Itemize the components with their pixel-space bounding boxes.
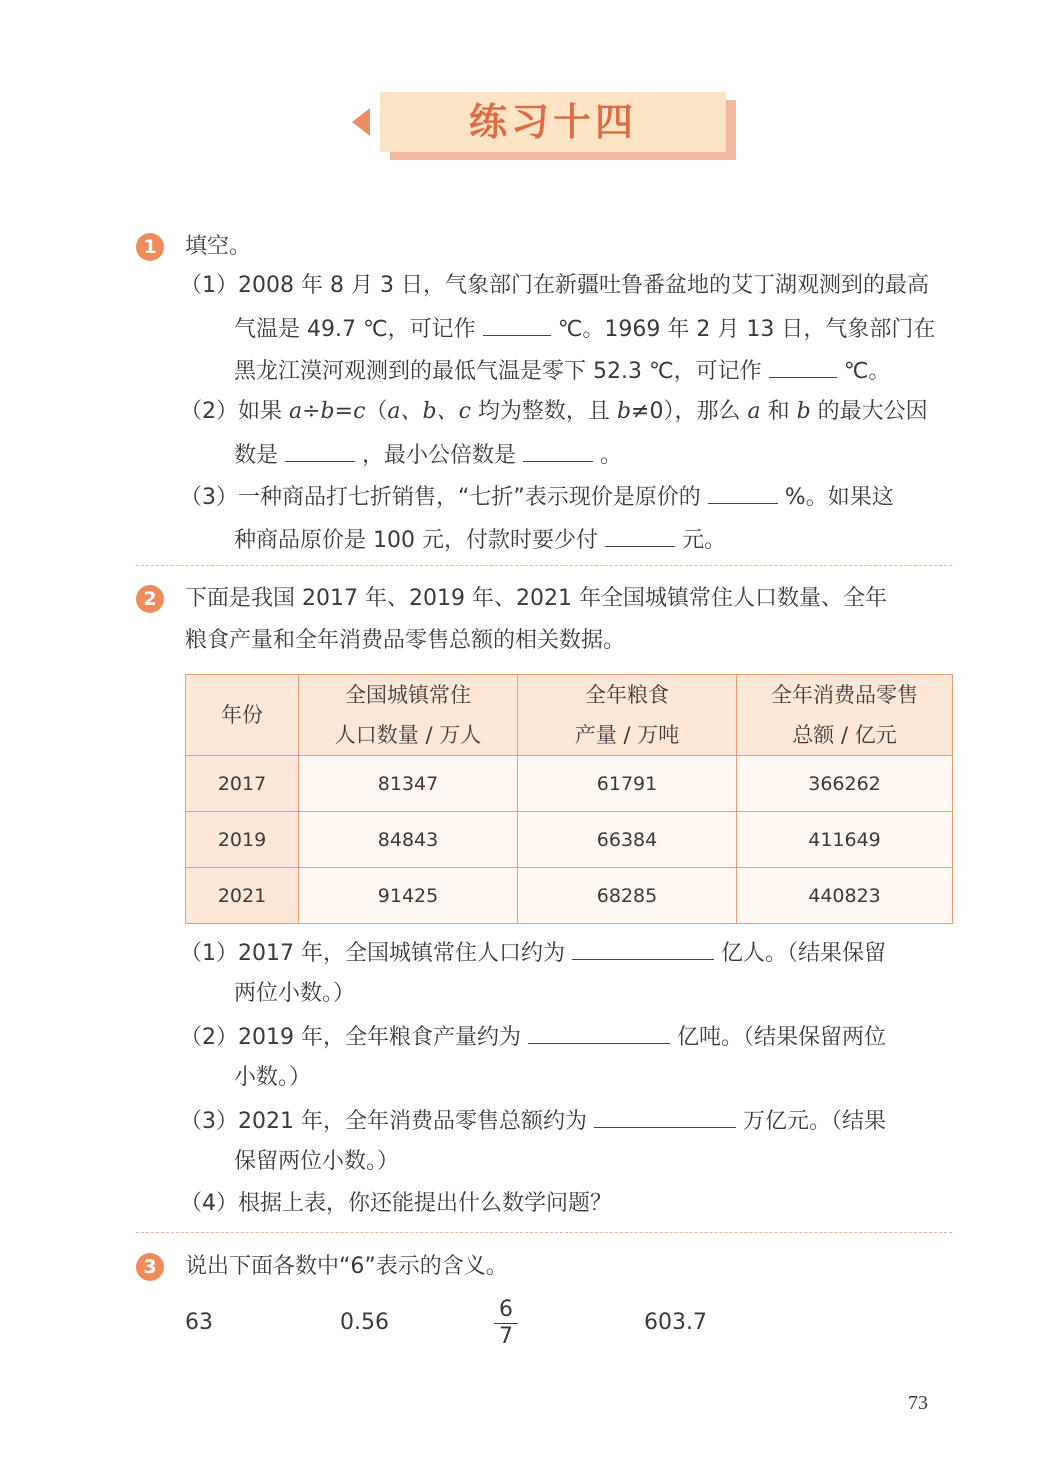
table-cell: 411649 bbox=[737, 812, 953, 868]
table-row bbox=[186, 812, 953, 868]
q1-part1-text-d: ℃。 bbox=[843, 359, 891, 384]
table-cell: 61791 bbox=[518, 756, 737, 812]
table-row bbox=[186, 868, 953, 924]
q1-part2-text-f: 的最大公因 bbox=[810, 399, 928, 424]
table-cell: 68285 bbox=[518, 868, 737, 924]
q1-part2-text-a: （2）如果 bbox=[180, 399, 289, 424]
q2-sub2-text-a: （2）2019 年，全年粮食产量约为 bbox=[180, 1025, 521, 1050]
q3-title: 说出下面各数中“6”表示的含义。 bbox=[185, 1254, 508, 1279]
question-number-1: 1 bbox=[136, 233, 164, 261]
table-cell: 366262 bbox=[737, 756, 953, 812]
table-cell: 81347 bbox=[299, 756, 518, 812]
q1-part2-var-a: a bbox=[747, 399, 761, 424]
table-cell: 84843 bbox=[299, 812, 518, 868]
q2-sub3-text-b: 万亿元。（结果 bbox=[742, 1109, 886, 1134]
q1-part2-expression: a÷b=c bbox=[289, 399, 366, 424]
table-header-retail-l2: 总额 / 亿元 bbox=[792, 723, 897, 747]
q3-number-2: 0.56 bbox=[340, 1310, 389, 1335]
page-title: 练习十四 bbox=[468, 99, 637, 144]
q2-sub2-text-b: 亿吨。（结果保留两位 bbox=[676, 1025, 886, 1050]
q2-intro-line1: 下面是我国 2017 年、2019 年、2021 年全国城镇常住人口数量、全年 bbox=[185, 586, 887, 611]
table-header-population-l1: 全国城镇常住 bbox=[345, 683, 471, 707]
q1-part1-text-a: 气温是 49.7 ℃，可记作 bbox=[234, 317, 476, 342]
q1-part2-text-g: 数是 bbox=[234, 443, 279, 468]
table-header-retail bbox=[737, 675, 953, 756]
q3-number-4: 603.7 bbox=[644, 1310, 707, 1335]
q1-part2-text-h: ，最小公倍数是 bbox=[362, 443, 517, 468]
section-divider-2 bbox=[136, 1232, 952, 1233]
table-cell-year: 2019 bbox=[186, 812, 299, 868]
q1-part3-text-c: 种商品原价是 100 元，付款时要少付 bbox=[234, 528, 598, 553]
q2-intro-line2: 粮食产量和全年消费品零售总额的相关数据。 bbox=[185, 628, 626, 653]
table-header-grain bbox=[518, 675, 737, 756]
table-header-year: 年份 bbox=[186, 675, 299, 756]
q3-number-1: 63 bbox=[185, 1310, 213, 1335]
q1-part3-text-a: （3）一种商品打七折销售，“七折”表示现价是原价的 bbox=[180, 485, 701, 510]
table-header-retail-l1: 全年消费品零售 bbox=[771, 683, 918, 707]
answer-blank-4[interactable] bbox=[523, 439, 593, 462]
q2-sub3-text-a: （3）2021 年，全年消费品零售总额约为 bbox=[180, 1109, 587, 1134]
q1-part3-line2 bbox=[234, 524, 726, 556]
table-header-population-l2: 人口数量 / 万人 bbox=[334, 723, 482, 747]
answer-blank-9[interactable] bbox=[594, 1105, 736, 1128]
answer-blank-7[interactable] bbox=[572, 937, 714, 960]
table-header-grain-l2: 产量 / 万吨 bbox=[574, 723, 680, 747]
answer-blank-2[interactable] bbox=[769, 355, 837, 378]
table-cell: 66384 bbox=[518, 812, 737, 868]
answer-blank-6[interactable] bbox=[605, 524, 675, 547]
q1-part2-text-i: 。 bbox=[600, 443, 623, 468]
table-cell-year: 2017 bbox=[186, 756, 299, 812]
q1-part2-text-c: 均为整数，且 bbox=[470, 399, 617, 424]
table-header-grain-l1: 全年粮食 bbox=[585, 683, 669, 707]
table-cell-year: 2021 bbox=[186, 868, 299, 924]
q1-title: 填空。 bbox=[185, 234, 252, 259]
data-table bbox=[185, 674, 953, 924]
q1-part3-text-b: %。如果这 bbox=[784, 485, 894, 510]
q1-part2-text-d: ≠0），那么 bbox=[631, 399, 748, 424]
table-cell: 91425 bbox=[299, 868, 518, 924]
q1-part3-text-d: 元。 bbox=[681, 528, 726, 553]
q2-sub1-line1 bbox=[180, 937, 886, 969]
table-header-row bbox=[186, 675, 953, 756]
q2-sub1-text-b: 亿人。（结果保留 bbox=[720, 941, 886, 966]
q2-sub4: （4）根据上表，你还能提出什么数学问题？ bbox=[180, 1191, 612, 1216]
q2-sub3-line2: 保留两位小数。） bbox=[234, 1149, 400, 1174]
q1-part2-var-b: b bbox=[796, 399, 811, 424]
q2-sub1-line2: 两位小数。） bbox=[234, 981, 356, 1006]
q3-fraction-numerator: 6 bbox=[499, 1297, 513, 1322]
answer-blank-3[interactable] bbox=[285, 439, 355, 462]
q1-part1-line2 bbox=[234, 313, 935, 345]
q1-part3-line1 bbox=[180, 481, 894, 513]
title-arrow-icon bbox=[352, 108, 370, 136]
answer-blank-8[interactable] bbox=[528, 1021, 670, 1044]
q3-fraction-denominator: 7 bbox=[499, 1324, 513, 1349]
answer-blank-5[interactable] bbox=[708, 481, 778, 504]
q1-part2-line1 bbox=[180, 397, 928, 427]
q1-part2-line2 bbox=[234, 439, 622, 471]
page-number: 73 bbox=[908, 1392, 928, 1414]
question-number-2: 2 bbox=[136, 585, 164, 613]
table-header-population bbox=[299, 675, 518, 756]
q2-sub3-line1 bbox=[180, 1105, 886, 1137]
q1-part2-variables: a、b、c bbox=[387, 399, 471, 424]
q2-sub1-text-a: （1）2017 年，全国城镇常住人口约为 bbox=[180, 941, 565, 966]
q1-part2-text-b: （ bbox=[365, 399, 388, 424]
table-row bbox=[186, 756, 953, 812]
q1-part1-line3 bbox=[234, 355, 890, 387]
q3-fraction bbox=[494, 1298, 518, 1349]
q1-part1-line1: （1）2008 年 8 月 3 日，气象部门在新疆吐鲁番盆地的艾丁湖观测到的最高 bbox=[180, 273, 929, 298]
table-cell: 440823 bbox=[737, 868, 953, 924]
answer-blank-1[interactable] bbox=[483, 313, 551, 336]
question-number-3: 3 bbox=[136, 1253, 164, 1281]
title-banner bbox=[352, 92, 738, 162]
q1-part2-text-e: 和 bbox=[760, 399, 797, 424]
q1-part1-text-b: ℃。1969 年 2 月 13 日，气象部门在 bbox=[557, 317, 936, 342]
q2-sub2-line2: 小数。） bbox=[234, 1065, 312, 1090]
q1-part1-text-c: 黑龙江漠河观测到的最低气温是零下 52.3 ℃，可记作 bbox=[234, 359, 762, 384]
q1-part2-condition-var: b bbox=[616, 399, 632, 424]
q2-sub2-line1 bbox=[180, 1021, 886, 1053]
section-divider-1 bbox=[136, 565, 952, 566]
